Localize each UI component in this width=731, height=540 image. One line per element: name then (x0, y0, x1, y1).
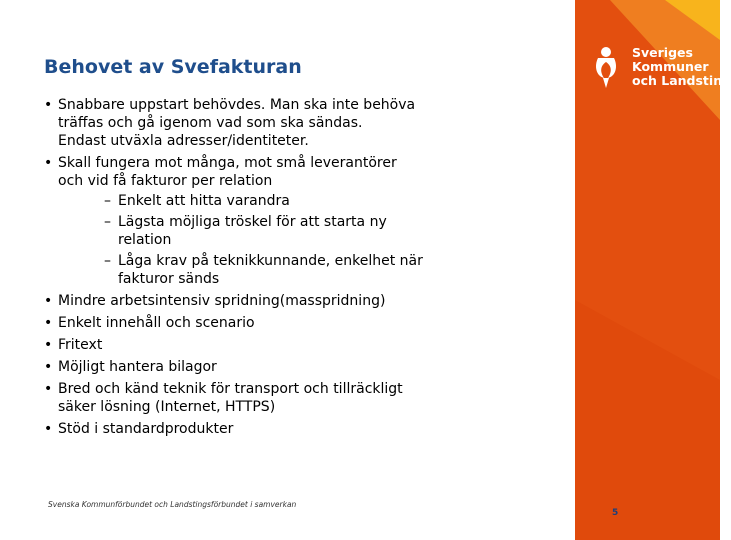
bullet-text: Enkelt innehåll och scenario (58, 315, 255, 331)
bullet-item (42, 96, 462, 150)
page-number: 5 (612, 508, 619, 518)
sub-bullet-item: – Enkelt att hitta varandra (82, 192, 462, 210)
bullet-text: Snabbare uppstart behövdes. Man ska inte behöva träffas och gå igenom vad som ska sändas. Endast utväxla adresser/identiteter. (58, 97, 416, 149)
logo-line-2: Kommuner (632, 59, 709, 74)
bullet-text: Stöd i standardprodukter (58, 421, 234, 437)
bullet-item (42, 292, 462, 310)
bullet-item (42, 380, 462, 416)
bullet-item (42, 358, 462, 376)
slide-title: Behovet av Svefakturan (44, 56, 302, 78)
sub-bullet-item: – Låga krav på teknikkunnande, enkelhet när fakturor sänds (82, 252, 462, 288)
footer-text: Svenska Kommunförbundet och Landstingsförbundet i samverkan (48, 500, 297, 509)
sub-bullet-item: – Lägsta möjliga tröskel för att starta ny relation (82, 213, 462, 249)
bullet-list (42, 96, 462, 442)
bullet-text: Bred och känd teknik för transport och tillräckligt säker lösning (Internet, HTTPS) (58, 381, 403, 415)
bullet-text: Mindre arbetsintensiv spridning(masspridning) (58, 293, 386, 309)
bullet-text: Skall fungera mot många, mot små leverantörer och vid få fakturor per relation (58, 155, 397, 189)
bullet-item (42, 420, 462, 438)
logo-line-1: Sveriges (632, 45, 693, 60)
logo-wordmark (632, 46, 731, 88)
bullet-item (42, 154, 462, 288)
bullet-text: Fritext (58, 337, 103, 353)
bullet-item (42, 314, 462, 332)
bullet-text: Möjligt hantera bilagor (58, 359, 217, 375)
bullet-item (42, 336, 462, 354)
logo-line-3: och Landsting (632, 73, 731, 88)
sub-bullet-list (58, 192, 462, 288)
